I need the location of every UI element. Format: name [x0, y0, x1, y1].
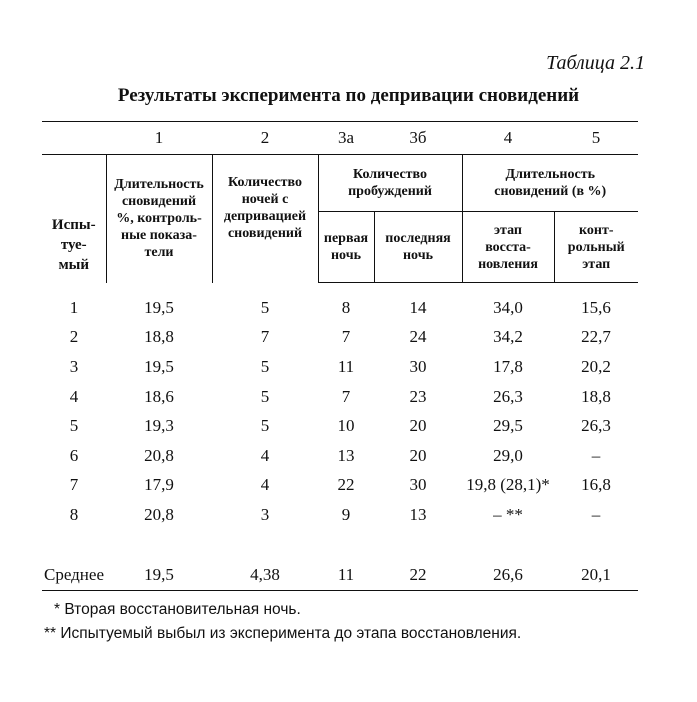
- cell-c2: 5: [260, 297, 270, 317]
- header-col1: Длительность сновидений %, контроль- ные показа- тели: [106, 155, 212, 283]
- header-row-1: [42, 155, 638, 212]
- table-row: [42, 411, 638, 441]
- header-group-awakenings: Количество пробуждений: [318, 155, 462, 212]
- table-row-average: [42, 560, 638, 591]
- cell-subject: 1: [69, 297, 79, 317]
- cell-c1: 20,8: [144, 504, 174, 524]
- cell-subject: 3: [69, 356, 79, 376]
- column-number-blank: [42, 122, 106, 155]
- header-subject: Испы- туе- мый: [51, 216, 96, 273]
- cell-c4: 34,2: [493, 327, 523, 347]
- cell-c3b: 30: [409, 475, 427, 495]
- cell-c5: 20,2: [581, 356, 611, 376]
- cell-c2: 4: [260, 445, 270, 465]
- cell-c3a: 11: [337, 356, 355, 376]
- cell-c1: 19,3: [144, 416, 174, 436]
- table-spacer-row: [42, 530, 638, 560]
- cell-c2: 5: [260, 356, 270, 376]
- footnotes: [44, 598, 522, 646]
- cell-c1: 19,5: [106, 560, 212, 591]
- cell-c5: 18,8: [581, 386, 611, 406]
- footnote: ** Испытуемый выбыл из эксперимента до этапа восстановления.: [44, 625, 522, 642]
- cell-c3a: 22: [337, 475, 355, 495]
- cell-c2: 4,38: [212, 560, 318, 591]
- cell-c4: 17,8: [493, 356, 523, 376]
- cell-c4: 29,0: [493, 445, 523, 465]
- cell-c5: 22,7: [581, 327, 611, 347]
- cell-subject: 5: [69, 416, 79, 436]
- cell-c2: 7: [260, 327, 270, 347]
- column-number: 5: [554, 122, 638, 155]
- table-row: [42, 471, 638, 501]
- cell-c1: 19,5: [144, 297, 174, 317]
- cell-subject: 7: [69, 475, 79, 495]
- cell-c2: 3: [260, 504, 270, 524]
- cell-c4: 19,8 (28,1)*: [466, 475, 550, 495]
- cell-c1: 18,8: [144, 327, 174, 347]
- cell-c3a: 7: [341, 386, 351, 406]
- column-number: 1: [106, 122, 212, 155]
- cell-c5: 20,1: [554, 560, 638, 591]
- table-title: Результаты эксперимента по депривации сновидений: [117, 85, 580, 106]
- table-body: [42, 283, 638, 591]
- cell-c4: 26,6: [462, 560, 554, 591]
- header-col5: конт- рольный этап: [554, 212, 638, 283]
- cell-c5: –: [591, 504, 601, 524]
- cell-c3b: 20: [409, 445, 427, 465]
- table-row: [42, 500, 638, 530]
- cell-subject: 4: [69, 386, 79, 406]
- header-col3b: последняя ночь: [374, 212, 462, 283]
- cell-c3a: 7: [341, 327, 351, 347]
- cell-c3b: 20: [409, 416, 427, 436]
- cell-c1: 20,8: [144, 445, 174, 465]
- results-table: [42, 121, 638, 591]
- table-row: [42, 441, 638, 471]
- cell-c4: – **: [493, 504, 523, 524]
- cell-c1: 19,5: [144, 356, 174, 376]
- cell-c5: –: [591, 445, 601, 465]
- cell-c3b: 30: [409, 356, 427, 376]
- header-col4: этап восста- новления: [462, 212, 554, 283]
- cell-c2: 5: [260, 386, 270, 406]
- footnote: * Вторая восстановительная ночь.: [54, 601, 301, 618]
- cell-subject: 8: [69, 504, 79, 524]
- table-row: [42, 323, 638, 353]
- table-number-label: Таблица 2.1: [546, 52, 645, 74]
- cell-c1: 17,9: [144, 475, 174, 495]
- column-number: 3а: [318, 122, 374, 155]
- cell-c3b: 24: [409, 327, 427, 347]
- cell-c3a: 9: [341, 504, 351, 524]
- cell-c2: 5: [260, 416, 270, 436]
- cell-c5: 16,8: [581, 475, 611, 495]
- cell-c4: 26,3: [493, 386, 523, 406]
- table-row: [42, 283, 638, 323]
- cell-c4: 29,5: [493, 416, 523, 436]
- column-number: 2: [212, 122, 318, 155]
- cell-average-label: Среднее: [42, 560, 106, 591]
- cell-c2: 4: [260, 475, 270, 495]
- header-col2: Количество ночей с депривацией сновидений: [212, 155, 318, 283]
- cell-c3a: 10: [337, 416, 355, 436]
- column-number: 3б: [374, 122, 462, 155]
- cell-c3b: 22: [374, 560, 462, 591]
- header-col3a: первая ночь: [318, 212, 374, 283]
- cell-subject: 2: [69, 327, 79, 347]
- cell-c3b: 23: [409, 386, 427, 406]
- cell-c5: 26,3: [581, 416, 611, 436]
- cell-subject: 6: [69, 445, 79, 465]
- table-row: [42, 352, 638, 382]
- table-row: [42, 382, 638, 412]
- header-group-dream-duration: Длительность сновидений (в %): [462, 155, 638, 212]
- cell-c3a: 8: [341, 297, 351, 317]
- results-table-container: [42, 121, 638, 591]
- cell-c5: 15,6: [581, 297, 611, 317]
- cell-c3b: 13: [409, 504, 427, 524]
- cell-c1: 18,6: [144, 386, 174, 406]
- column-number-row: [42, 122, 638, 155]
- cell-c3a: 13: [337, 445, 355, 465]
- cell-c3a: 11: [318, 560, 374, 591]
- cell-c4: 34,0: [493, 297, 523, 317]
- cell-c3b: 14: [409, 297, 427, 317]
- column-number: 4: [462, 122, 554, 155]
